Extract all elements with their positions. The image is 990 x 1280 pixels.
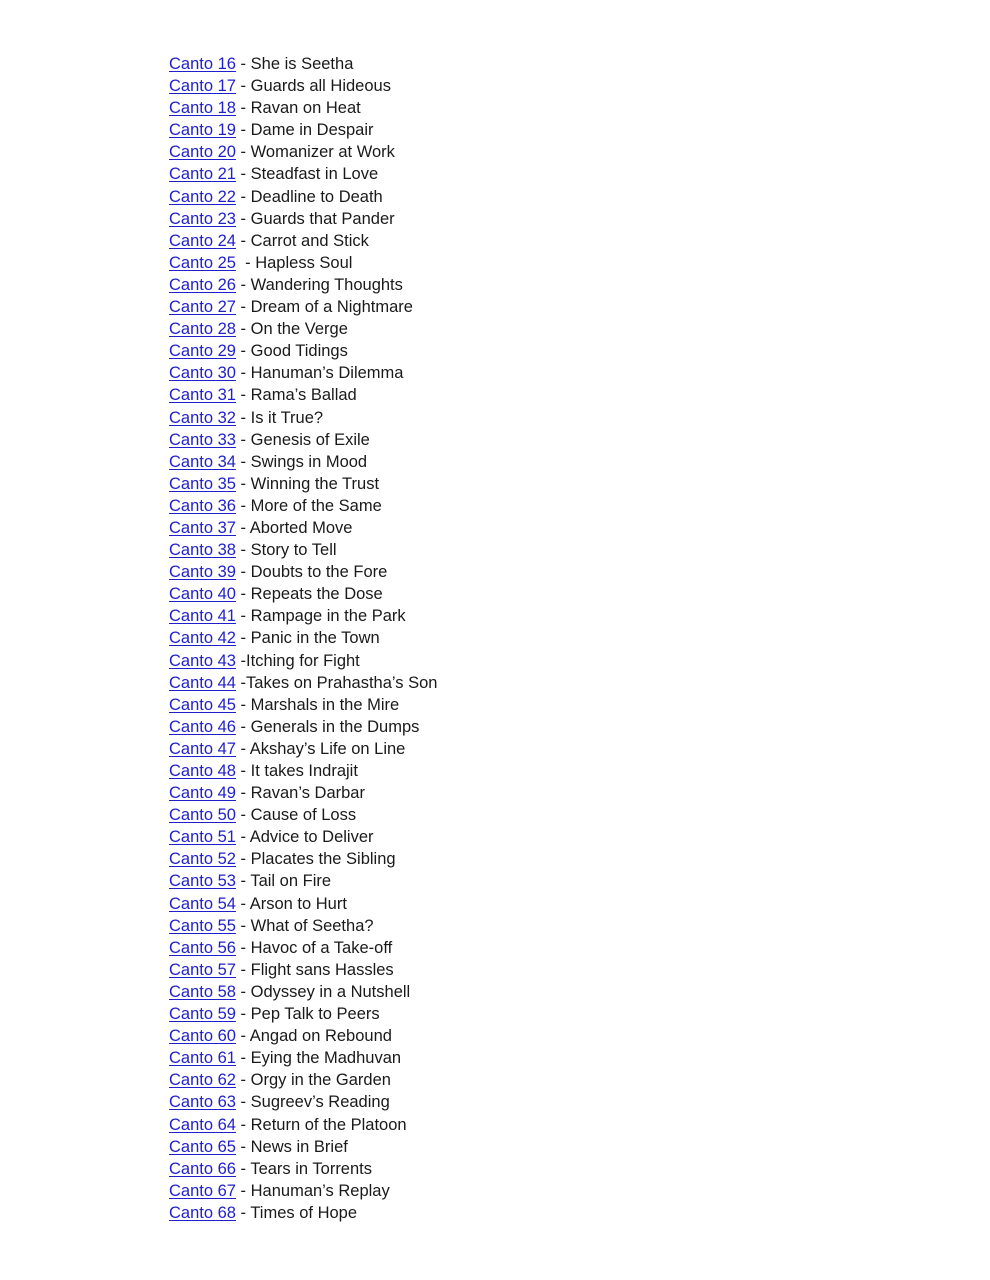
canto-title: - Carrot and Stick [235,231,369,250]
toc-entry [169,274,437,296]
toc-entry [169,539,437,561]
toc-entry [169,627,437,649]
toc-entry [169,870,437,892]
canto-title: - Advice to Deliver [235,828,374,847]
canto-title: - Guards that Pander [235,209,395,228]
canto-link[interactable]: Canto 57 [169,960,236,979]
canto-link[interactable]: Canto 20 [169,143,236,162]
canto-title: - She is Seetha [235,55,354,73]
canto-title: -Itching for Fight [235,651,360,670]
toc-entry [169,451,437,473]
canto-link[interactable]: Canto 67 [169,1181,236,1200]
canto-link[interactable]: Canto 32 [169,408,236,427]
toc-entry [169,252,437,274]
canto-link[interactable]: Canto 36 [169,496,236,515]
canto-link[interactable]: Canto 45 [169,695,236,714]
canto-title: - Hanuman’s Replay [235,1181,390,1200]
toc-entry [169,1003,437,1025]
canto-link[interactable]: Canto 39 [169,563,236,582]
canto-title: - Flight sans Hassles [235,960,394,979]
canto-link[interactable]: Canto 29 [169,342,236,361]
canto-link[interactable]: Canto 56 [169,938,236,957]
canto-title: - Generals in the Dumps [235,717,420,736]
toc-entry [169,1047,437,1069]
toc-entry [169,473,437,495]
canto-link[interactable]: Canto 40 [169,585,236,604]
canto-title: - Hanuman’s Dilemma [235,364,404,383]
toc-entry [169,1091,437,1113]
canto-link[interactable]: Canto 28 [169,320,236,339]
canto-title: - Repeats the Dose [235,585,383,604]
toc-entry [169,782,437,804]
canto-link[interactable]: Canto 46 [169,717,236,736]
canto-link[interactable]: Canto 68 [169,1203,236,1222]
toc-entry [169,1202,437,1224]
canto-link[interactable]: Canto 63 [169,1093,236,1112]
canto-link[interactable]: Canto 41 [169,607,236,626]
toc-entry [169,848,437,870]
canto-link[interactable]: Canto 30 [169,364,236,383]
toc-entry [169,650,437,672]
canto-link[interactable]: Canto 17 [169,77,236,96]
toc-entry [169,384,437,406]
toc-entry [169,738,437,760]
canto-link[interactable]: Canto 26 [169,275,236,294]
canto-title: - Doubts to the Fore [235,563,388,582]
canto-title: - Return of the Platoon [235,1115,407,1134]
canto-title: - Ravan on Heat [235,99,361,118]
toc-entry [169,981,437,1003]
canto-link[interactable]: Canto 34 [169,452,236,471]
canto-link[interactable]: Canto 50 [169,806,236,825]
toc-entry [169,1025,437,1047]
table-of-contents [169,53,437,1224]
canto-link[interactable]: Canto 31 [169,386,236,405]
canto-link[interactable]: Canto 51 [169,828,236,847]
canto-title: - Good Tidings [235,342,348,361]
toc-entry [169,163,437,185]
canto-title: - Hapless Soul [235,253,353,272]
toc-entry [169,605,437,627]
canto-link[interactable]: Canto 62 [169,1071,236,1090]
canto-link[interactable]: Canto 18 [169,99,236,118]
toc-entry [169,1180,437,1202]
toc-entry [169,561,437,583]
toc-entry [169,230,437,252]
canto-link[interactable]: Canto 38 [169,541,236,560]
toc-entry [169,53,437,75]
canto-link[interactable]: Canto 53 [169,872,236,891]
toc-entry [169,495,437,517]
canto-title: - Havoc of a Take-off [235,938,393,957]
canto-title: - Is it True? [235,408,324,427]
toc-entry [169,583,437,605]
canto-link[interactable]: Canto 24 [169,231,236,250]
toc-entry [169,517,437,539]
toc-entry [169,1158,437,1180]
canto-link[interactable]: Canto 64 [169,1115,236,1134]
canto-title: -Takes on Prahastha’s Son [235,673,438,692]
toc-entry [169,208,437,230]
toc-entry [169,694,437,716]
canto-link[interactable]: Canto 52 [169,850,236,869]
toc-entry [169,97,437,119]
canto-title: - Placates the Sibling [235,850,396,869]
toc-entry [169,362,437,384]
canto-title: - Panic in the Town [235,629,380,648]
canto-title: - It takes Indrajit [235,762,358,780]
canto-title: - Arson to Hurt [235,894,347,913]
canto-title: - Story to Tell [235,541,337,560]
canto-title: - Odyssey in a Nutshell [235,982,411,1001]
canto-title: - On the Verge [235,320,348,339]
toc-entry [169,915,437,937]
canto-title: - Tail on Fire [235,872,332,891]
canto-title: - Dame in Despair [235,121,374,140]
toc-entry [169,760,437,782]
toc-entry [169,407,437,429]
canto-link[interactable]: Canto 47 [169,739,236,758]
canto-title: - Sugreev’s Reading [235,1093,390,1112]
canto-title: - Orgy in the Garden [235,1071,391,1090]
canto-title: - Pep Talk to Peers [235,1005,380,1024]
toc-entry [169,959,437,981]
canto-link[interactable]: Canto 60 [169,1027,236,1046]
canto-title: - What of Seetha? [235,916,374,935]
canto-link[interactable]: Canto 21 [169,165,236,184]
canto-title: - Steadfast in Love [235,165,379,184]
toc-entry [169,75,437,97]
toc-entry [169,318,437,340]
toc-entry [169,186,437,208]
toc-entry [169,716,437,738]
canto-link[interactable]: Canto 27 [169,298,236,317]
canto-title: - Ravan’s Darbar [235,784,365,803]
canto-link[interactable]: Canto 61 [169,1049,236,1068]
canto-link[interactable]: Canto 16 [169,55,236,73]
canto-link[interactable]: Canto 58 [169,982,236,1001]
canto-link[interactable]: Canto 35 [169,474,236,493]
toc-entry [169,1114,437,1136]
canto-title: - Winning the Trust [235,474,380,493]
canto-link[interactable]: Canto 55 [169,916,236,935]
canto-link[interactable]: Canto 49 [169,784,236,803]
toc-entry [169,119,437,141]
canto-title: - Womanizer at Work [235,143,395,162]
toc-entry [169,804,437,826]
canto-link[interactable]: Canto 25 [169,253,236,272]
toc-entry [169,826,437,848]
canto-link[interactable]: Canto 42 [169,629,236,648]
canto-link[interactable]: Canto 37 [169,518,236,537]
canto-link[interactable]: Canto 43 [169,651,236,670]
canto-title: - Guards all Hideous [235,77,391,96]
canto-title: - More of the Same [235,496,382,515]
toc-entry [169,429,437,451]
canto-title: - Cause of Loss [235,806,357,825]
canto-link[interactable]: Canto 33 [169,430,236,449]
canto-link[interactable]: Canto 19 [169,121,236,140]
canto-link[interactable]: Canto 22 [169,187,236,206]
toc-entry [169,1069,437,1091]
canto-title: - Wandering Thoughts [235,275,403,294]
canto-title: - Deadline to Death [235,187,383,206]
canto-title: - Dream of a Nightmare [235,298,413,317]
canto-title: - Marshals in the Mire [235,695,400,714]
canto-link[interactable]: Canto 48 [169,762,236,780]
toc-entry [169,672,437,694]
canto-title: - Rampage in the Park [235,607,406,626]
canto-title: - Genesis of Exile [235,430,370,449]
canto-title: - Swings in Mood [235,452,368,471]
toc-entry [169,296,437,318]
canto-title: - Eying the Madhuvan [235,1049,402,1068]
toc-entry [169,141,437,163]
canto-title: - Rama’s Ballad [235,386,357,405]
canto-title: - News in Brief [235,1137,348,1156]
canto-link[interactable]: Canto 65 [169,1137,236,1156]
canto-link[interactable]: Canto 44 [169,673,236,692]
canto-title: - Akshay’s Life on Line [235,739,406,758]
canto-title: - Times of Hope [235,1203,358,1222]
canto-title: - Tears in Torrents [235,1159,372,1178]
canto-title: - Angad on Rebound [235,1027,392,1046]
canto-link[interactable]: Canto 59 [169,1005,236,1024]
toc-entry [169,340,437,362]
toc-entry [169,937,437,959]
canto-link[interactable]: Canto 54 [169,894,236,913]
toc-entry [169,1136,437,1158]
canto-title: - Aborted Move [235,518,353,537]
canto-link[interactable]: Canto 23 [169,209,236,228]
canto-link[interactable]: Canto 66 [169,1159,236,1178]
toc-entry [169,893,437,915]
